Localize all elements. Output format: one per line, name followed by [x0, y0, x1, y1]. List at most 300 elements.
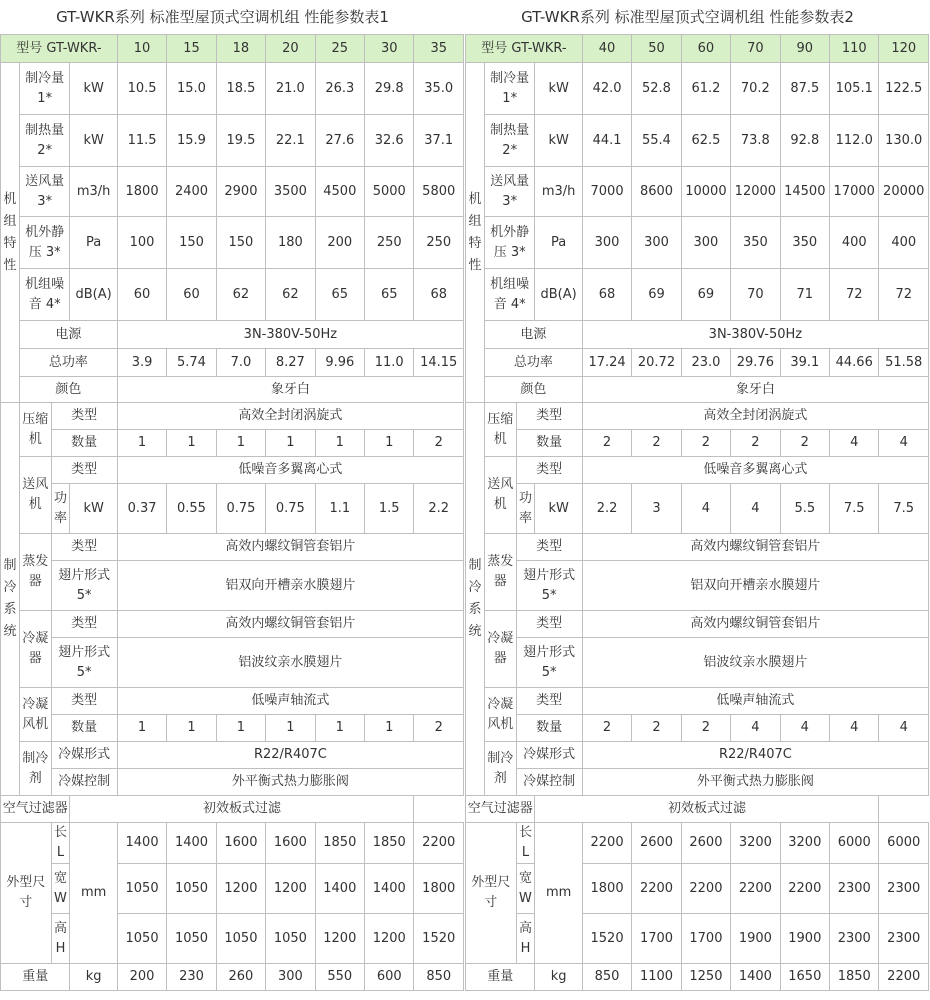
- airflow-cell: 12000: [731, 167, 780, 217]
- condenser-fan-qty-label: 数量: [51, 715, 117, 742]
- model-number-cell: 25: [315, 35, 364, 63]
- supply-fan-power-cell: 0.55: [167, 484, 216, 534]
- supply-fan-power-cell: 4: [731, 484, 780, 534]
- supply-fan-power-cell: 0.75: [266, 484, 315, 534]
- noise-level-unit: dB(A): [535, 269, 582, 321]
- static-pressure-cell: 250: [365, 217, 414, 269]
- cooling-capacity-cell: 21.0: [266, 63, 315, 115]
- weight-cell: 1650: [780, 964, 829, 991]
- total-power-cell: 3.9: [117, 349, 166, 377]
- static-pressure-label: 机外静压 3*: [484, 217, 535, 269]
- weight-label: 重量: [1, 964, 70, 991]
- height-cell: 1700: [681, 914, 730, 964]
- noise-level-label: 机组噪音 4*: [484, 269, 535, 321]
- supply-fan-power-cell: 1.1: [315, 484, 364, 534]
- width-cell: 2200: [681, 864, 730, 914]
- model-number-cell: 15: [167, 35, 216, 63]
- height-cell: 1200: [365, 914, 414, 964]
- airflow-cell: 14500: [780, 167, 829, 217]
- total-power-cell: 39.1: [780, 349, 829, 377]
- model-number-cell: 50: [632, 35, 681, 63]
- evaporator-type-label: 类型: [516, 534, 582, 561]
- airflow-cell: 4500: [315, 167, 364, 217]
- compressor-qty-cell: 2: [632, 430, 681, 457]
- cooling-capacity-label: 制冷量 1*: [19, 63, 70, 115]
- heating-capacity-cell: 55.4: [632, 115, 681, 167]
- refrigerant-ctrl-label: 冷媒控制: [51, 769, 117, 796]
- supply-fan-power-cell: 5.5: [780, 484, 829, 534]
- height-label: 高H: [516, 914, 535, 964]
- condenser-type-label: 类型: [51, 611, 117, 638]
- condenser-fan-type: 低噪声轴流式: [117, 688, 463, 715]
- power-supply-value: 3N-380V-50Hz: [117, 321, 463, 349]
- weight-cell: 550: [315, 964, 364, 991]
- supply-fan-label: 送风机: [484, 457, 516, 534]
- heating-capacity-cell: 15.9: [167, 115, 216, 167]
- width-cell: 1400: [365, 864, 414, 914]
- static-pressure-label: 机外静压 3*: [19, 217, 70, 269]
- cooling-capacity-cell: 61.2: [681, 63, 730, 115]
- width-label: 宽W: [51, 864, 70, 914]
- noise-level-cell: 69: [632, 269, 681, 321]
- noise-level-cell: 65: [315, 269, 364, 321]
- evaporator-fin-label: 翅片形式5*: [516, 561, 582, 611]
- weight-cell: 600: [365, 964, 414, 991]
- cooling-capacity-cell: 42.0: [582, 63, 631, 115]
- model-number-cell: 18: [216, 35, 265, 63]
- static-pressure-cell: 250: [414, 217, 464, 269]
- airflow-cell: 10000: [681, 167, 730, 217]
- noise-level-cell: 60: [167, 269, 216, 321]
- length-cell: 2600: [681, 823, 730, 864]
- condenser-fan-qty-cell: 1: [315, 715, 364, 742]
- dimensions-unit: mm: [70, 823, 117, 964]
- width-cell: 1800: [414, 864, 464, 914]
- weight-cell: 1850: [830, 964, 879, 991]
- supply-fan-type-label: 类型: [516, 457, 582, 484]
- length-cell: 1600: [266, 823, 315, 864]
- model-number-cell: 30: [365, 35, 414, 63]
- length-label: 长L: [51, 823, 70, 864]
- airflow-cell: 20000: [879, 167, 929, 217]
- spec-table-1: [0, 0, 465, 991]
- model-number-cell: 10: [117, 35, 166, 63]
- refrigerant-ctrl: 外平衡式热力膨胀阀: [582, 769, 928, 796]
- width-cell: 2200: [632, 864, 681, 914]
- width-cell: 2300: [830, 864, 879, 914]
- model-number-cell: 120: [879, 35, 929, 63]
- length-cell: 2200: [582, 823, 631, 864]
- weight-cell: 1400: [731, 964, 780, 991]
- spec-table-2: [465, 0, 930, 991]
- supply-fan-power-cell: 0.75: [216, 484, 265, 534]
- compressor-qty-label: 数量: [516, 430, 582, 457]
- height-cell: 1050: [266, 914, 315, 964]
- height-cell: 1050: [167, 914, 216, 964]
- static-pressure-cell: 400: [879, 217, 929, 269]
- weight-cell: 260: [216, 964, 265, 991]
- static-pressure-cell: 300: [582, 217, 631, 269]
- compressor-qty-cell: 4: [830, 430, 879, 457]
- supply-fan-power-cell: 0.37: [117, 484, 166, 534]
- compressor-type-label: 类型: [51, 403, 117, 430]
- noise-level-cell: 62: [266, 269, 315, 321]
- heating-capacity-cell: 32.6: [365, 115, 414, 167]
- condenser-fan-qty-label: 数量: [516, 715, 582, 742]
- cooling-capacity-cell: 10.5: [117, 63, 166, 115]
- heating-capacity-cell: 92.8: [780, 115, 829, 167]
- static-pressure-unit: Pa: [535, 217, 582, 269]
- total-power-cell: 29.76: [731, 349, 780, 377]
- dimensions-label: 外型尺寸: [466, 823, 517, 964]
- airflow-cell: 7000: [582, 167, 631, 217]
- cooling-capacity-cell: 15.0: [167, 63, 216, 115]
- length-cell: 6000: [879, 823, 929, 864]
- height-cell: 1520: [414, 914, 464, 964]
- total-power-cell: 23.0: [681, 349, 730, 377]
- length-cell: 1600: [216, 823, 265, 864]
- width-cell: 2200: [731, 864, 780, 914]
- width-cell: 2200: [780, 864, 829, 914]
- cooling-capacity-unit: kW: [70, 63, 117, 115]
- condenser-fan-qty-cell: 4: [879, 715, 929, 742]
- refrigerant-form: R22/R407C: [117, 742, 463, 769]
- supply-fan-type: 低噪音多翼离心式: [582, 457, 928, 484]
- static-pressure-cell: 300: [632, 217, 681, 269]
- supply-fan-power-unit: kW: [535, 484, 582, 534]
- air-filter-value: 初效板式过滤: [70, 796, 414, 823]
- condenser-fan-qty-cell: 2: [414, 715, 464, 742]
- condenser-fan-label: 冷凝风机: [484, 688, 516, 742]
- airflow-cell: 2400: [167, 167, 216, 217]
- weight-cell: 230: [167, 964, 216, 991]
- refrigerant-ctrl: 外平衡式热力膨胀阀: [117, 769, 463, 796]
- compressor-qty-cell: 4: [879, 430, 929, 457]
- cooling-capacity-unit: kW: [535, 63, 582, 115]
- power-supply-value: 3N-380V-50Hz: [582, 321, 928, 349]
- cooling-capacity-label: 制冷量 1*: [484, 63, 535, 115]
- airflow-cell: 17000: [830, 167, 879, 217]
- length-cell: 3200: [731, 823, 780, 864]
- static-pressure-cell: 350: [780, 217, 829, 269]
- condenser-type: 高效内螺纹铜管套铝片: [582, 611, 928, 638]
- height-label: 高H: [51, 914, 70, 964]
- width-cell: 1200: [216, 864, 265, 914]
- condenser-fan-qty-cell: 2: [681, 715, 730, 742]
- model-number-cell: 35: [414, 35, 464, 63]
- height-cell: 1050: [216, 914, 265, 964]
- table-title: GT-WKR系列 标准型屋顶式空调机组 性能参数表1: [56, 8, 389, 26]
- condenser-fin-label: 翅片形式5*: [51, 638, 117, 688]
- compressor-type-label: 类型: [516, 403, 582, 430]
- total-power-cell: 5.74: [167, 349, 216, 377]
- cooling-capacity-cell: 52.8: [632, 63, 681, 115]
- condenser-label: 冷凝器: [19, 611, 51, 688]
- compressor-qty-cell: 1: [216, 430, 265, 457]
- supply-fan-power-cell: 7.5: [879, 484, 929, 534]
- heating-capacity-label: 制热量 2*: [19, 115, 70, 167]
- width-cell: 1800: [582, 864, 631, 914]
- supply-fan-power-cell: 2.2: [414, 484, 464, 534]
- compressor-type: 高效全封闭涡旋式: [117, 403, 463, 430]
- height-cell: 2300: [830, 914, 879, 964]
- model-number-cell: 90: [780, 35, 829, 63]
- refrigerant-form: R22/R407C: [582, 742, 928, 769]
- condenser-fan-qty-cell: 1: [266, 715, 315, 742]
- length-cell: 2600: [632, 823, 681, 864]
- compressor-qty-cell: 1: [167, 430, 216, 457]
- heating-capacity-cell: 130.0: [879, 115, 929, 167]
- weight-cell: 850: [414, 964, 464, 991]
- supply-fan-type-label: 类型: [51, 457, 117, 484]
- evaporator-label: 蒸发器: [484, 534, 516, 611]
- evaporator-type: 高效内螺纹铜管套铝片: [117, 534, 463, 561]
- air-filter-label: 空气过滤器: [1, 796, 70, 823]
- noise-level-cell: 60: [117, 269, 166, 321]
- length-cell: 1400: [117, 823, 166, 864]
- compressor-qty-cell: 2: [681, 430, 730, 457]
- width-cell: 1200: [266, 864, 315, 914]
- weight-label: 重量: [466, 964, 535, 991]
- airflow-cell: 3500: [266, 167, 315, 217]
- condenser-fan-qty-cell: 1: [216, 715, 265, 742]
- cooling-capacity-cell: 105.1: [830, 63, 879, 115]
- compressor-qty-cell: 2: [780, 430, 829, 457]
- group-refrigeration-system: 制冷系统: [466, 403, 485, 796]
- heating-capacity-cell: 62.5: [681, 115, 730, 167]
- condenser-fan-type: 低噪声轴流式: [582, 688, 928, 715]
- heating-capacity-cell: 19.5: [216, 115, 265, 167]
- condenser-fan-qty-cell: 2: [582, 715, 631, 742]
- compressor-qty-label: 数量: [51, 430, 117, 457]
- condenser-fan-type-label: 类型: [516, 688, 582, 715]
- airflow-cell: 1800: [117, 167, 166, 217]
- condenser-fan-type-label: 类型: [51, 688, 117, 715]
- static-pressure-cell: 350: [731, 217, 780, 269]
- model-label: 型号 GT-WKR-: [1, 35, 118, 63]
- static-pressure-cell: 400: [830, 217, 879, 269]
- compressor-qty-cell: 1: [266, 430, 315, 457]
- color-label: 颜色: [19, 377, 117, 403]
- evaporator-fin: 铝双向开槽亲水膜翅片: [582, 561, 928, 611]
- noise-level-unit: dB(A): [70, 269, 117, 321]
- weight-cell: 850: [582, 964, 631, 991]
- height-cell: 2300: [879, 914, 929, 964]
- airflow-label: 送风量 3*: [484, 167, 535, 217]
- noise-level-cell: 70: [731, 269, 780, 321]
- condenser-fin-label: 翅片形式5*: [516, 638, 582, 688]
- length-cell: 3200: [780, 823, 829, 864]
- power-supply-label: 电源: [484, 321, 582, 349]
- air-filter-label: 空气过滤器: [466, 796, 535, 823]
- compressor-qty-cell: 2: [582, 430, 631, 457]
- refrigerant-form-label: 冷媒形式: [51, 742, 117, 769]
- refrigerant-ctrl-label: 冷媒控制: [516, 769, 582, 796]
- model-number-cell: 70: [731, 35, 780, 63]
- length-cell: 1400: [167, 823, 216, 864]
- color-label: 颜色: [484, 377, 582, 403]
- total-power-cell: 14.15: [414, 349, 464, 377]
- noise-level-cell: 62: [216, 269, 265, 321]
- static-pressure-cell: 200: [315, 217, 364, 269]
- heating-capacity-cell: 44.1: [582, 115, 631, 167]
- compressor-label: 压缩机: [484, 403, 516, 457]
- width-cell: 1050: [167, 864, 216, 914]
- cooling-capacity-cell: 70.2: [731, 63, 780, 115]
- height-cell: 1200: [315, 914, 364, 964]
- height-cell: 1050: [117, 914, 166, 964]
- height-cell: 1520: [582, 914, 631, 964]
- power-supply-label: 电源: [19, 321, 117, 349]
- total-power-cell: 11.0: [365, 349, 414, 377]
- airflow-label: 送风量 3*: [19, 167, 70, 217]
- total-power-cell: 8.27: [266, 349, 315, 377]
- noise-level-cell: 71: [780, 269, 829, 321]
- cooling-capacity-cell: 18.5: [216, 63, 265, 115]
- length-label: 长L: [516, 823, 535, 864]
- evaporator-fin-label: 翅片形式5*: [51, 561, 117, 611]
- noise-level-cell: 68: [582, 269, 631, 321]
- height-cell: 1900: [731, 914, 780, 964]
- dimensions-label: 外型尺寸: [1, 823, 52, 964]
- noise-level-cell: 72: [879, 269, 929, 321]
- compressor-qty-cell: 1: [315, 430, 364, 457]
- condenser-fan-qty-cell: 1: [117, 715, 166, 742]
- color-value: 象牙白: [582, 377, 928, 403]
- weight-cell: 300: [266, 964, 315, 991]
- color-value: 象牙白: [117, 377, 463, 403]
- supply-fan-label: 送风机: [19, 457, 51, 534]
- model-number-cell: 20: [266, 35, 315, 63]
- heating-capacity-unit: kW: [70, 115, 117, 167]
- weight-cell: 2200: [879, 964, 929, 991]
- noise-level-cell: 69: [681, 269, 730, 321]
- evaporator-fin: 铝双向开槽亲水膜翅片: [117, 561, 463, 611]
- evaporator-label: 蒸发器: [19, 534, 51, 611]
- condenser-fan-qty-cell: 4: [780, 715, 829, 742]
- airflow-cell: 5800: [414, 167, 464, 217]
- airflow-unit: m3/h: [70, 167, 117, 217]
- condenser-label: 冷凝器: [484, 611, 516, 688]
- noise-level-cell: 65: [365, 269, 414, 321]
- total-power-label: 总功率: [19, 349, 117, 377]
- heating-capacity-unit: kW: [535, 115, 582, 167]
- compressor-qty-cell: 2: [414, 430, 464, 457]
- static-pressure-unit: Pa: [70, 217, 117, 269]
- width-label: 宽W: [516, 864, 535, 914]
- cooling-capacity-cell: 29.8: [365, 63, 414, 115]
- evaporator-type: 高效内螺纹铜管套铝片: [582, 534, 928, 561]
- spec-table: [465, 34, 929, 991]
- airflow-unit: m3/h: [535, 167, 582, 217]
- length-cell: 1850: [365, 823, 414, 864]
- heating-capacity-label: 制热量 2*: [484, 115, 535, 167]
- refrigerant-label: 制冷剂: [19, 742, 51, 796]
- width-cell: 2300: [879, 864, 929, 914]
- static-pressure-cell: 150: [167, 217, 216, 269]
- heating-capacity-cell: 11.5: [117, 115, 166, 167]
- heating-capacity-cell: 22.1: [266, 115, 315, 167]
- compressor-qty-cell: 1: [365, 430, 414, 457]
- total-power-cell: 7.0: [216, 349, 265, 377]
- compressor-label: 压缩机: [19, 403, 51, 457]
- height-cell: 1700: [632, 914, 681, 964]
- compressor-qty-cell: 2: [731, 430, 780, 457]
- length-cell: 2200: [414, 823, 464, 864]
- supply-fan-power-cell: 2.2: [582, 484, 631, 534]
- weight-cell: 200: [117, 964, 166, 991]
- total-power-cell: 20.72: [632, 349, 681, 377]
- condenser-fan-qty-cell: 4: [830, 715, 879, 742]
- spec-table: [0, 34, 464, 991]
- static-pressure-cell: 180: [266, 217, 315, 269]
- airflow-cell: 5000: [365, 167, 414, 217]
- weight-cell: 1250: [681, 964, 730, 991]
- height-cell: 1900: [780, 914, 829, 964]
- cooling-capacity-cell: 35.0: [414, 63, 464, 115]
- airflow-cell: 8600: [632, 167, 681, 217]
- static-pressure-cell: 150: [216, 217, 265, 269]
- supply-fan-power-cell: 3: [632, 484, 681, 534]
- condenser-fin: 铝波纹亲水膜翅片: [582, 638, 928, 688]
- refrigerant-form-label: 冷媒形式: [516, 742, 582, 769]
- model-label: 型号 GT-WKR-: [466, 35, 583, 63]
- cooling-capacity-cell: 87.5: [780, 63, 829, 115]
- noise-level-cell: 68: [414, 269, 464, 321]
- total-power-cell: 9.96: [315, 349, 364, 377]
- supply-fan-power-cell: 1.5: [365, 484, 414, 534]
- noise-level-cell: 72: [830, 269, 879, 321]
- supply-fan-type: 低噪音多翼离心式: [117, 457, 463, 484]
- noise-level-label: 机组噪音 4*: [19, 269, 70, 321]
- supply-fan-power-cell: 7.5: [830, 484, 879, 534]
- model-number-cell: 110: [830, 35, 879, 63]
- weight-cell: 1100: [632, 964, 681, 991]
- static-pressure-cell: 300: [681, 217, 730, 269]
- airflow-cell: 2900: [216, 167, 265, 217]
- supply-fan-power-label: 功率: [51, 484, 70, 534]
- condenser-fan-qty-cell: 4: [731, 715, 780, 742]
- total-power-cell: 17.24: [582, 349, 631, 377]
- refrigerant-label: 制冷剂: [484, 742, 516, 796]
- static-pressure-cell: 100: [117, 217, 166, 269]
- condenser-fan-qty-cell: 1: [365, 715, 414, 742]
- width-cell: 1400: [315, 864, 364, 914]
- total-power-label: 总功率: [484, 349, 582, 377]
- model-number-cell: 60: [681, 35, 730, 63]
- width-cell: 1050: [117, 864, 166, 914]
- weight-unit: kg: [70, 964, 117, 991]
- supply-fan-power-cell: 4: [681, 484, 730, 534]
- heating-capacity-cell: 112.0: [830, 115, 879, 167]
- heating-capacity-cell: 27.6: [315, 115, 364, 167]
- cooling-capacity-cell: 122.5: [879, 63, 929, 115]
- compressor-qty-cell: 1: [117, 430, 166, 457]
- compressor-type: 高效全封闭涡旋式: [582, 403, 928, 430]
- evaporator-type-label: 类型: [51, 534, 117, 561]
- group-refrigeration-system: 制冷系统: [1, 403, 20, 796]
- condenser-fan-qty-cell: 2: [632, 715, 681, 742]
- total-power-cell: 51.58: [879, 349, 929, 377]
- length-cell: 6000: [830, 823, 879, 864]
- group-unit-characteristics: 机组特性: [466, 63, 485, 403]
- condenser-type-label: 类型: [516, 611, 582, 638]
- group-unit-characteristics: 机组特性: [1, 63, 20, 403]
- supply-fan-power-unit: kW: [70, 484, 117, 534]
- condenser-fan-qty-cell: 1: [167, 715, 216, 742]
- length-cell: 1850: [315, 823, 364, 864]
- condenser-fan-label: 冷凝风机: [19, 688, 51, 742]
